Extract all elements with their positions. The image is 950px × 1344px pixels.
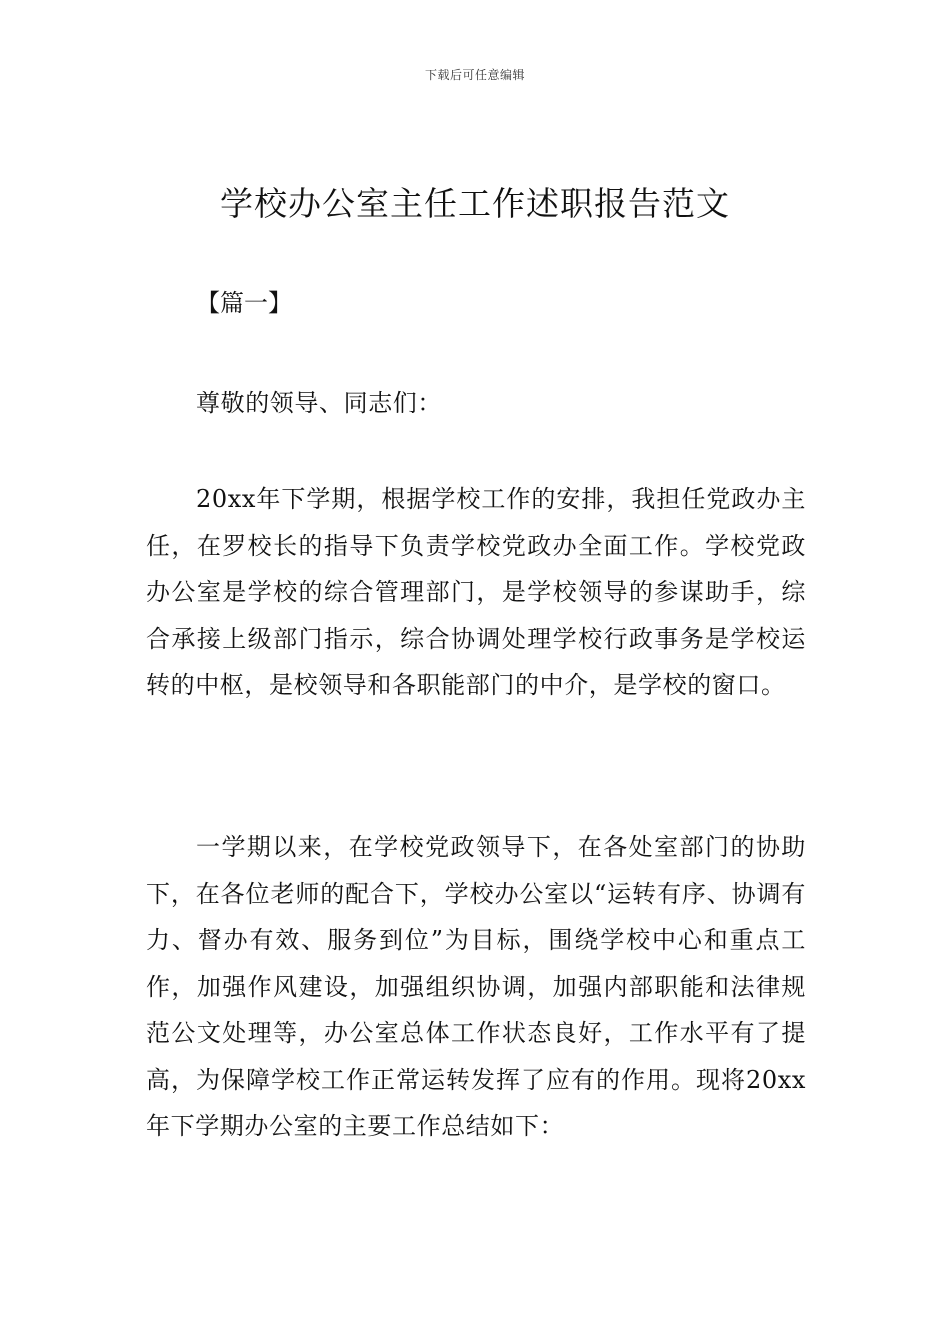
document-title: 学校办公室主任工作述职报告范文 — [220, 184, 730, 223]
body-paragraph-2: 一学期以来，在学校党政领导下，在各处室部门的协助下，在各位老师的配合下，学校办公室以“运转有序、协调有力、督办有效、服务到位”为目标，围绕学校中心和重点工作，加强作风建设，加强组织协调，加强内部职能和法律规范公文处理等，办公室总体工作状态良好，工作水平有了提高，为保障学校工作正常运转发挥了应有的作用。现将20xx年下学期办公室的主要工作总结如下： — [146, 833, 806, 1140]
greeting: 尊敬的领导、同志们： — [196, 389, 442, 417]
section-label: 【篇一】 — [196, 289, 292, 317]
body-paragraph-1: 20xx年下学期，根据学校工作的安排，我担任党政办主任，在罗校长的指导下负责学校党政办全面工作。学校党政办公室是学校的综合管理部门，是学校领导的参谋助手，综合承接上级部门指示，综合协调处理学校行政事务是学校运转的中枢，是校领导和各职能部门的中介，是学校的窗口。 — [146, 485, 806, 699]
header-note: 下载后可任意编辑 — [424, 68, 525, 82]
